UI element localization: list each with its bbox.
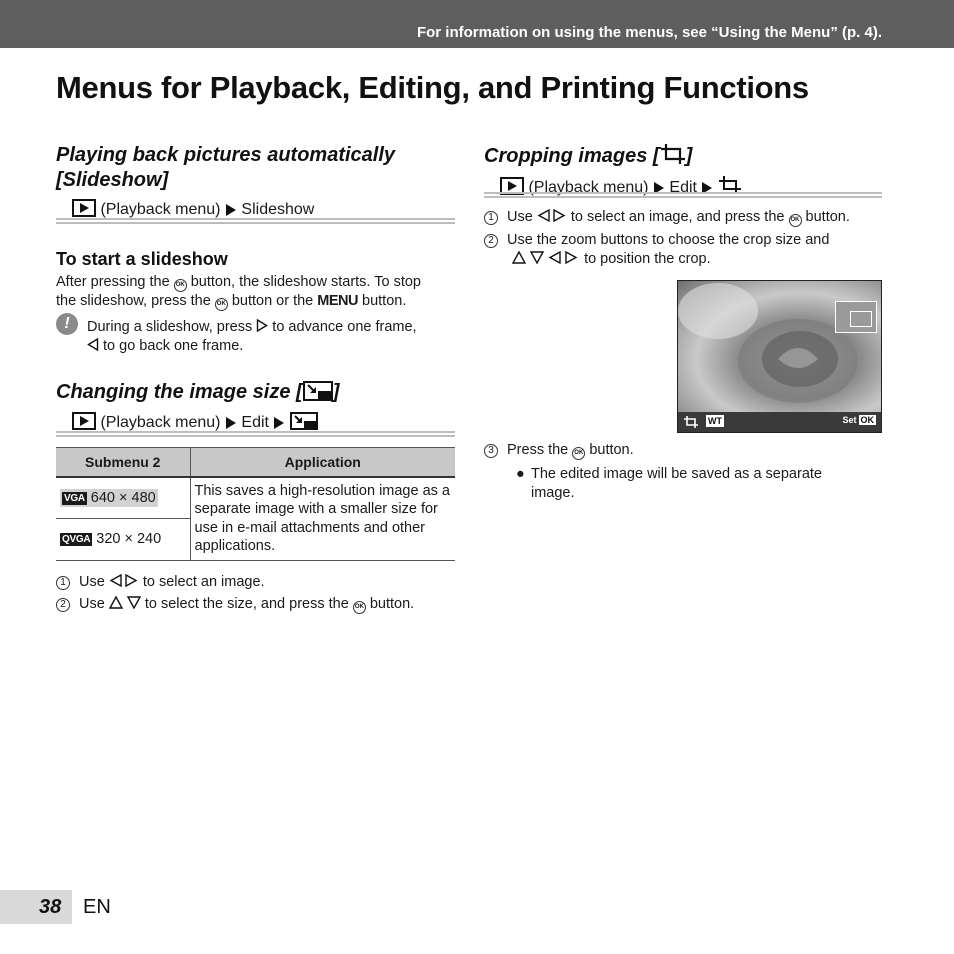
submenu-qvga <box>56 518 190 560</box>
crop-step-3 <box>484 441 634 460</box>
resize-heading-text: Changing the image size [ <box>56 381 303 403</box>
zoom-wt-label: WT <box>708 416 722 426</box>
resize-heading <box>56 380 339 405</box>
step-text: button. <box>805 209 850 225</box>
step-text: Use <box>79 596 105 612</box>
ok-button-icon: OK <box>215 298 228 311</box>
para-text: button or the <box>231 293 314 309</box>
step-text: to select an image, and press the <box>570 209 785 225</box>
resize-path-edit: Edit <box>241 414 269 431</box>
table-header-application: Application <box>190 448 455 477</box>
header-bar <box>0 0 954 48</box>
crop-heading-end: ] <box>685 145 693 167</box>
resize-icon <box>303 381 333 401</box>
arrow-left-outline-icon <box>87 338 99 351</box>
slideshow-path-menu: (Playback menu) <box>100 201 221 218</box>
crop-frame <box>850 311 872 327</box>
step-number: 2 <box>484 234 498 248</box>
language-code: EN <box>83 896 111 918</box>
step-number: 1 <box>484 211 498 225</box>
ok-text: OK <box>860 415 874 425</box>
crop-heading <box>484 143 692 169</box>
slideshow-heading-line1: Playing back pictures automatically <box>56 144 396 166</box>
step-number: 1 <box>56 576 70 590</box>
crop-path-edit: Edit <box>669 179 697 196</box>
resize-icon <box>290 412 318 430</box>
resize-heading-end: ] <box>332 381 340 403</box>
slideshow-heading-line2: [Slideshow] <box>56 169 169 191</box>
lcd-status-bar <box>678 412 881 432</box>
step-number: 3 <box>484 444 498 458</box>
vga-icon: VGA <box>64 492 85 504</box>
step-text: Press the <box>507 442 569 458</box>
step-text: button. <box>369 596 415 612</box>
slideshow-heading <box>56 143 456 193</box>
resize-step-2 <box>56 595 414 614</box>
para-text: After pressing the <box>56 274 170 290</box>
set-ok-label <box>842 415 876 425</box>
application-description: This saves a high-resolution image as a separate image with a smaller size for use in e-mail attachments and other applications. <box>190 477 455 561</box>
crop-step-2 <box>484 231 884 268</box>
ok-button-icon: OK <box>174 279 187 292</box>
start-slideshow-subheading: To start a slideshow <box>56 249 228 269</box>
caution-icon: ! <box>56 313 78 335</box>
page-title: Menus for Playback, Editing, and Printing Functions <box>56 70 809 105</box>
crop-step-1 <box>484 208 884 227</box>
para-text: the slideshow, press the <box>56 293 211 309</box>
note-text: During a slideshow, press <box>87 319 253 335</box>
image-size-table <box>56 447 455 561</box>
page-number: 38 <box>39 896 62 918</box>
step-text: Use <box>507 209 533 225</box>
note-text: to go back one frame. <box>103 337 244 354</box>
crop-thumbnail <box>835 301 877 333</box>
table-row <box>56 477 455 519</box>
crop-path-menu: (Playback menu) <box>528 179 649 196</box>
arrow-right-icon <box>225 416 237 430</box>
size-value: 320 × 240 <box>96 531 162 548</box>
header-text: For information on using the menus, see “Using the Menu” (p. 4). <box>416 24 882 41</box>
table-header-row <box>56 448 455 477</box>
bullet-text: The edited image will be saved as a separate image. <box>531 466 822 501</box>
resize-step-1 <box>56 573 265 592</box>
step-number: 2 <box>56 598 70 612</box>
divider <box>484 192 882 198</box>
size-value: 640 × 480 <box>90 489 156 506</box>
resize-path-menu: (Playback menu) <box>100 414 221 431</box>
slideshow-path-item: Slideshow <box>241 201 315 218</box>
step-text: to position the crop. <box>584 250 711 267</box>
table-header-submenu: Submenu 2 <box>56 448 190 477</box>
up-down-arrows-icon <box>109 596 141 609</box>
step-text: to select the size, and press the <box>144 596 349 612</box>
ok-button-icon: OK <box>789 214 802 227</box>
slideshow-paragraph <box>56 273 456 311</box>
selected-option-highlight <box>60 489 158 507</box>
arrow-right-icon <box>273 416 285 430</box>
step-text: to select an image. <box>142 574 265 590</box>
step-text: button. <box>589 442 634 458</box>
camera-screen-illustration <box>677 280 882 433</box>
divider <box>56 218 455 224</box>
crop-icon <box>683 415 699 429</box>
four-way-arrows-icon <box>512 251 580 264</box>
slideshow-note <box>87 318 457 355</box>
ok-button-icon: OK <box>353 601 366 614</box>
para-text: button. <box>362 293 407 309</box>
crop-heading-text: Cropping images [ <box>484 145 660 167</box>
playback-icon <box>72 412 96 430</box>
menu-button-label: MENU <box>317 293 358 309</box>
left-right-arrows-icon <box>537 209 567 222</box>
arrow-right-outline-icon <box>256 319 268 332</box>
crop-bullet <box>516 465 856 502</box>
step-text: Use <box>79 574 105 590</box>
playback-icon <box>72 199 96 217</box>
step-text: Use the zoom buttons to choose the crop size and <box>507 232 830 248</box>
ok-button-icon: OK <box>572 447 585 460</box>
bullet-dot: ● <box>516 466 525 482</box>
qvga-icon: QVGA <box>62 534 91 546</box>
divider <box>56 431 455 437</box>
note-text: to advance one frame, <box>272 319 417 335</box>
para-text: button, the slideshow starts. To stop <box>190 274 421 290</box>
submenu-vga <box>56 477 190 519</box>
left-right-arrows-icon <box>109 574 139 587</box>
set-text: Set <box>842 415 857 425</box>
crop-icon <box>660 143 686 165</box>
arrow-right-icon <box>225 203 237 217</box>
